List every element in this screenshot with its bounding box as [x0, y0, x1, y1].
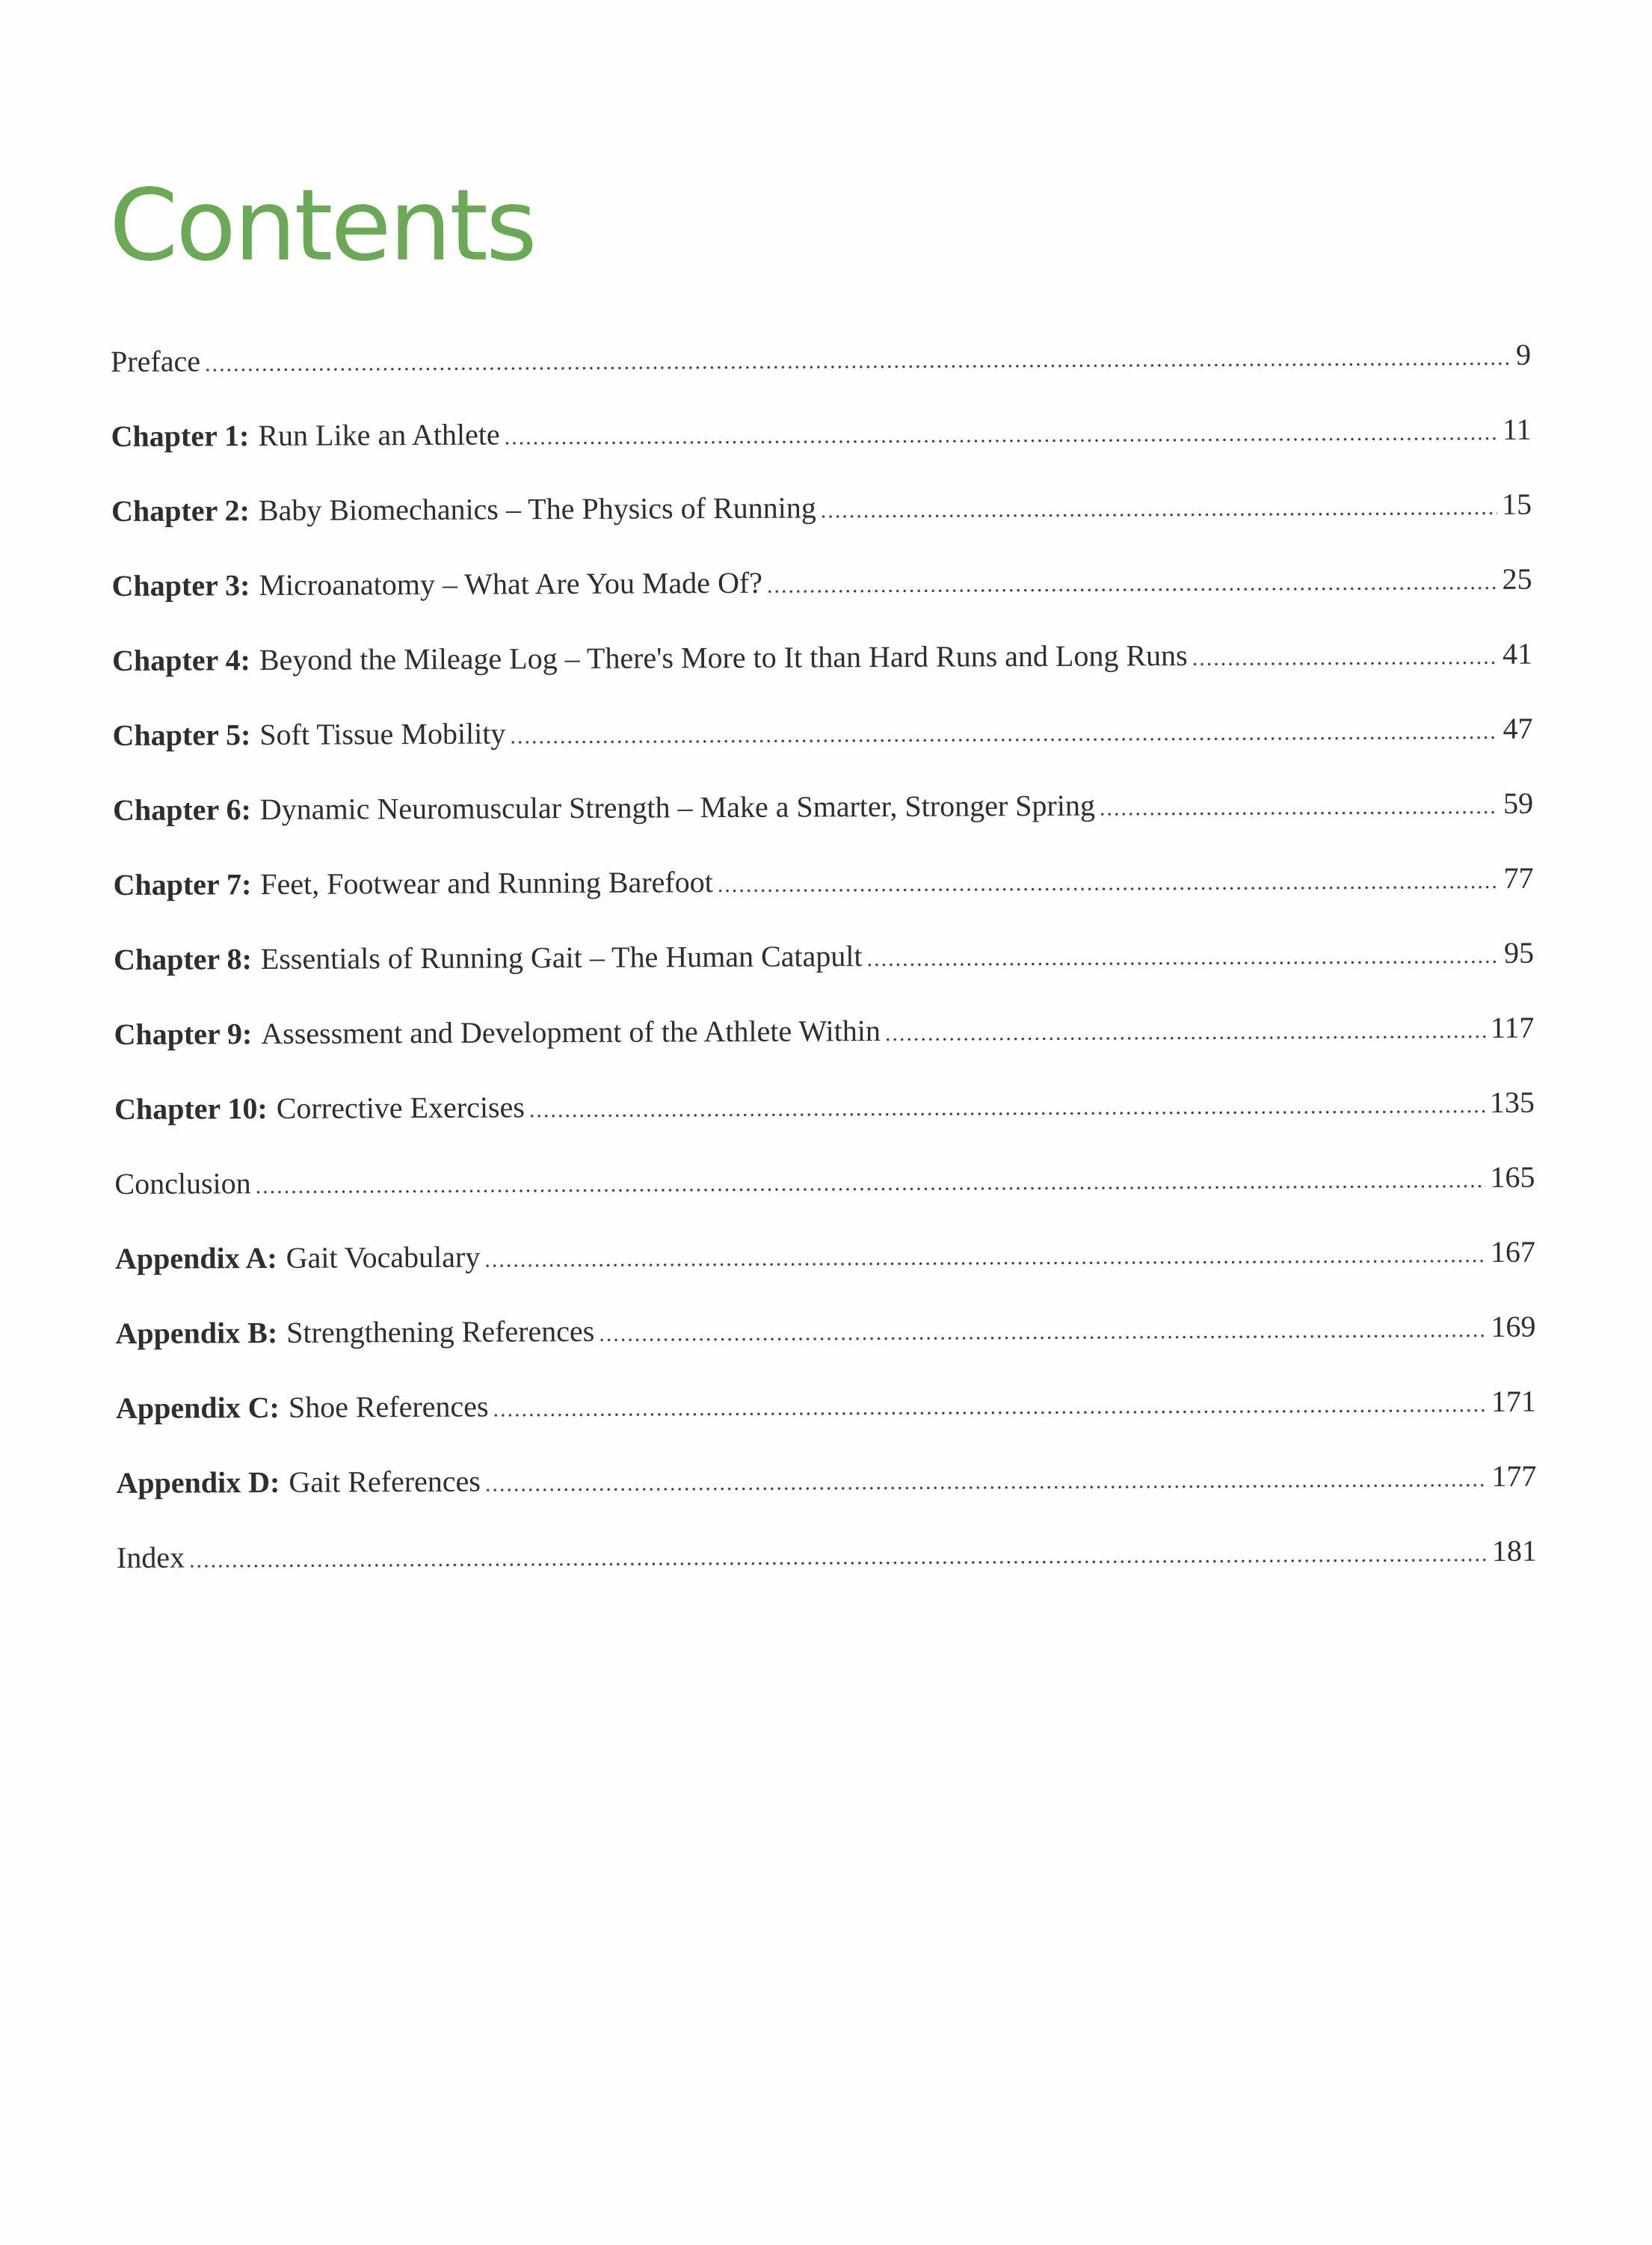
toc-entry-label: Chapter 5: [112, 718, 251, 752]
toc-entry-title: Gait Vocabulary [286, 1239, 481, 1275]
toc-entry-label: Chapter 4: [111, 643, 250, 677]
dot-leader [599, 1317, 1486, 1347]
toc-entry [111, 337, 1531, 419]
toc-entry-page: 47 [1502, 711, 1533, 745]
toc-entry-page: 25 [1502, 561, 1532, 596]
toc-entry-label: Chapter 6: [112, 792, 251, 827]
dot-leader [1100, 794, 1499, 822]
toc-entry-page: 15 [1501, 487, 1532, 521]
toc-entry-page: 77 [1503, 860, 1534, 895]
dot-leader [484, 1242, 1486, 1273]
dot-leader [493, 1392, 1487, 1422]
toc-entry-page: 167 [1490, 1234, 1536, 1269]
toc-entry-page: 59 [1502, 786, 1534, 820]
toc-entry [114, 1085, 1535, 1166]
toc-entry [111, 561, 1532, 643]
toc-entry-label: Appendix B: [115, 1315, 278, 1350]
toc-entry-page: 181 [1491, 1533, 1538, 1568]
table-of-contents [111, 337, 1537, 1615]
dot-leader [485, 1467, 1488, 1497]
toc-entry-page: 11 [1502, 412, 1532, 446]
toc-entry-title: Feet, Footwear and Running Barefoot [260, 865, 713, 902]
toc-entry-label: Chapter 1: [111, 419, 250, 453]
toc-entry-label: Chapter 3: [111, 568, 250, 603]
toc-entry [115, 1234, 1535, 1316]
toc-entry-page: 135 [1489, 1085, 1535, 1119]
dot-leader [866, 943, 1500, 972]
toc-entry [111, 412, 1531, 493]
toc-entry-page: 165 [1490, 1160, 1535, 1194]
toc-entry [112, 636, 1532, 718]
toc-entry-page: 171 [1491, 1384, 1537, 1418]
toc-entry-title: Preface [111, 344, 201, 378]
toc-entry-title: Strengthening References [286, 1314, 595, 1349]
toc-entry-title: Dynamic Neuromuscular Strength – Make a Smarter, Stronger Spring [259, 788, 1095, 827]
toc-entry-title: Shoe References [288, 1389, 489, 1424]
toc-entry [116, 1459, 1536, 1540]
dot-leader [718, 869, 1500, 898]
dot-leader [205, 345, 1511, 378]
dot-leader [767, 570, 1498, 599]
toc-entry-title: Run Like an Athlete [258, 417, 500, 453]
toc-entry-page: 117 [1490, 1010, 1535, 1044]
toc-entry [116, 1384, 1536, 1465]
toc-entry-label: Appendix A: [114, 1240, 277, 1275]
toc-entry-title: Soft Tissue Mobility [259, 716, 506, 752]
toc-entry [115, 1309, 1535, 1391]
toc-entry-title: Corrective Exercises [276, 1090, 525, 1125]
toc-entry-label: Chapter 9: [114, 1017, 253, 1051]
toc-entry-title: Gait References [289, 1464, 481, 1499]
toc-entry-label: Chapter 2: [111, 493, 250, 528]
toc-entry [113, 860, 1533, 942]
toc-entry-label: Appendix C: [115, 1390, 280, 1425]
toc-entry [117, 1533, 1537, 1615]
toc-entry-title: Index [116, 1540, 185, 1574]
toc-entry-label: Chapter 10: [114, 1091, 268, 1126]
toc-entry-title: Assessment and Development of the Athlete Within [261, 1013, 881, 1051]
toc-entry-page: 95 [1503, 935, 1535, 970]
dot-leader [505, 420, 1499, 450]
toc-entry-label: Chapter 8: [113, 942, 252, 976]
toc-entry [114, 935, 1534, 1017]
toc-entry [113, 786, 1533, 867]
toc-entry-label: Appendix D: [116, 1465, 280, 1500]
dot-leader [256, 1168, 1486, 1199]
dot-leader [529, 1093, 1485, 1123]
toc-entry-title: Essentials of Running Gait – The Human Catapult [260, 939, 863, 976]
toc-entry-title: Conclusion [114, 1166, 251, 1201]
toc-entry [114, 1010, 1534, 1091]
dot-leader [821, 495, 1497, 523]
dot-leader [189, 1542, 1488, 1573]
toc-entry-label: Chapter 7: [113, 867, 252, 902]
page-title: Contents [109, 168, 535, 283]
toc-entry-page: 177 [1491, 1459, 1537, 1493]
toc-entry-page: 41 [1502, 636, 1533, 671]
toc-entry-title: Baby Biomechanics – The Physics of Running [258, 490, 816, 528]
toc-entry-title: Microanatomy – What Are You Made Of? [259, 565, 763, 603]
toc-entry-title: Beyond the Mileage Log – There's More to It than Hard Runs and Long Runs [259, 638, 1188, 677]
dot-leader [885, 1018, 1486, 1047]
toc-entry [114, 1160, 1535, 1241]
dot-leader [510, 719, 1498, 749]
toc-entry-page: 9 [1515, 337, 1532, 372]
toc-entry [112, 711, 1532, 792]
dot-leader [1192, 644, 1499, 671]
toc-entry [111, 487, 1532, 568]
toc-entry-page: 169 [1491, 1309, 1536, 1343]
